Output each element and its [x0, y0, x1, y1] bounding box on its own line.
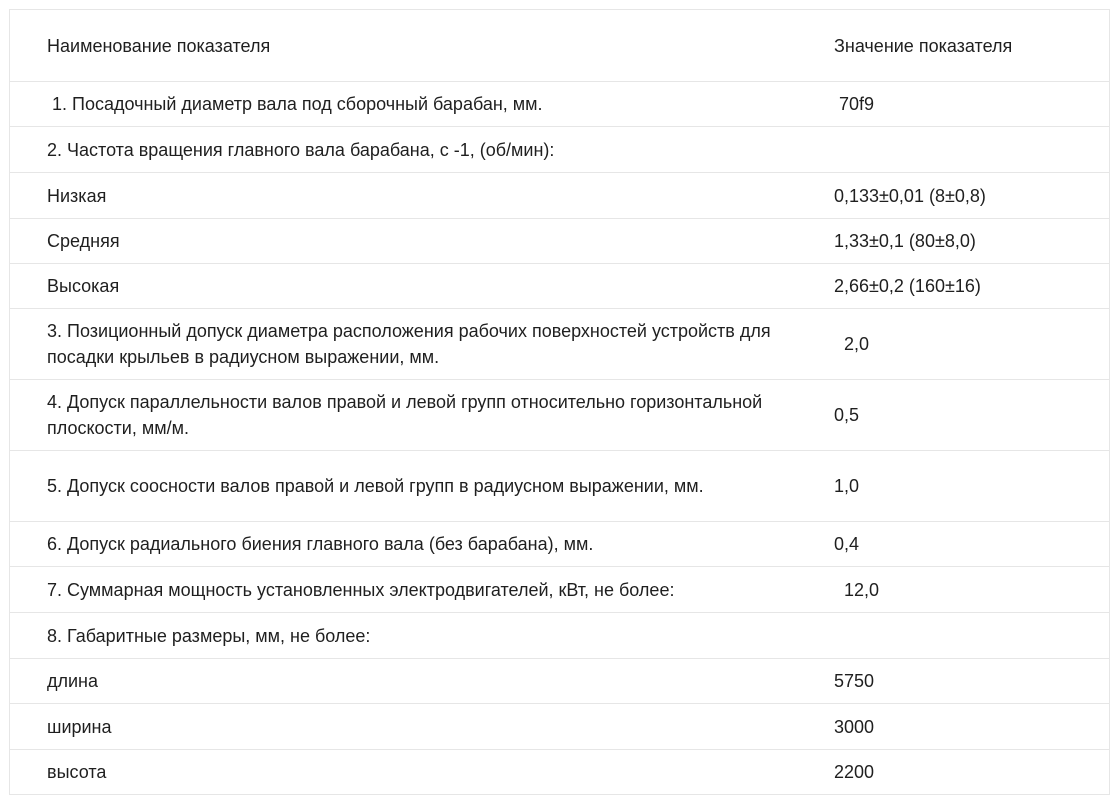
row-name-cell: высота	[47, 762, 107, 782]
row-value-cell: 0,5	[834, 405, 860, 425]
table-row	[10, 749, 1109, 794]
row-name-cell: Высокая	[47, 276, 120, 296]
row-name-cell: 5. Допуск соосности валов правой и левой групп в радиусном выражении, мм.	[47, 476, 704, 496]
header-name-cell: Наименование показателя	[47, 35, 271, 56]
row-value-cell: 12,0	[834, 579, 880, 600]
table-row	[10, 521, 1109, 566]
row-value-cell: 0,133±0,01 (8±0,8)	[834, 185, 986, 206]
row-value-cell: 5750	[834, 671, 875, 691]
table-row	[10, 126, 1109, 172]
table-row	[10, 172, 1109, 218]
table-row	[10, 263, 1109, 308]
row-name-cell: 2. Частота вращения главного вала барабана, с -1, (об/мин):	[47, 139, 555, 160]
table-row	[10, 658, 1109, 703]
row-name-cell: 8. Габаритные размеры, мм, не более:	[47, 625, 371, 646]
row-name-cell: 7. Суммарная мощность установленных электродвигателей, кВт, не более:	[47, 579, 675, 600]
row-name-cell: 3. Позиционный допуск диаметра расположения рабочих поверхностей устройств для посадки крыльев в радиусном выражении, мм.	[47, 321, 771, 367]
row-value-cell: 2200	[834, 762, 875, 782]
row-name-cell: 1. Посадочный диаметр вала под сборочный барабан, мм.	[47, 94, 543, 114]
table-row	[10, 379, 1109, 450]
row-value-cell: 1,0	[834, 476, 860, 496]
row-name-cell: 6. Допуск радиального биения главного вала (без барабана), мм.	[47, 534, 594, 554]
table-row	[10, 450, 1109, 521]
row-value-cell: 3000	[834, 716, 875, 737]
row-value-cell: 70f9	[834, 94, 875, 114]
table-row	[10, 612, 1109, 658]
table-header-row	[10, 10, 1109, 81]
row-value-cell: 0,4	[834, 534, 860, 554]
row-name-cell: Средняя	[47, 231, 120, 251]
row-value-cell: 2,66±0,2 (160±16)	[834, 276, 981, 296]
row-name-cell: ширина	[47, 716, 112, 737]
header-value-cell: Значение показателя	[834, 35, 1013, 56]
row-value-cell: 1,33±0,1 (80±8,0)	[834, 231, 976, 251]
row-value-cell: 2,0	[834, 334, 870, 354]
row-name-cell: длина	[47, 671, 99, 691]
row-name-cell: 4. Допуск параллельности валов правой и левой групп относительно горизонтальной плоскости, мм/м.	[47, 392, 763, 438]
specs-table	[9, 9, 1110, 795]
table-row	[10, 81, 1109, 126]
table-row	[10, 566, 1109, 612]
row-name-cell: Низкая	[47, 185, 107, 206]
table-row	[10, 218, 1109, 263]
table-row	[10, 308, 1109, 379]
table-row	[10, 703, 1109, 749]
